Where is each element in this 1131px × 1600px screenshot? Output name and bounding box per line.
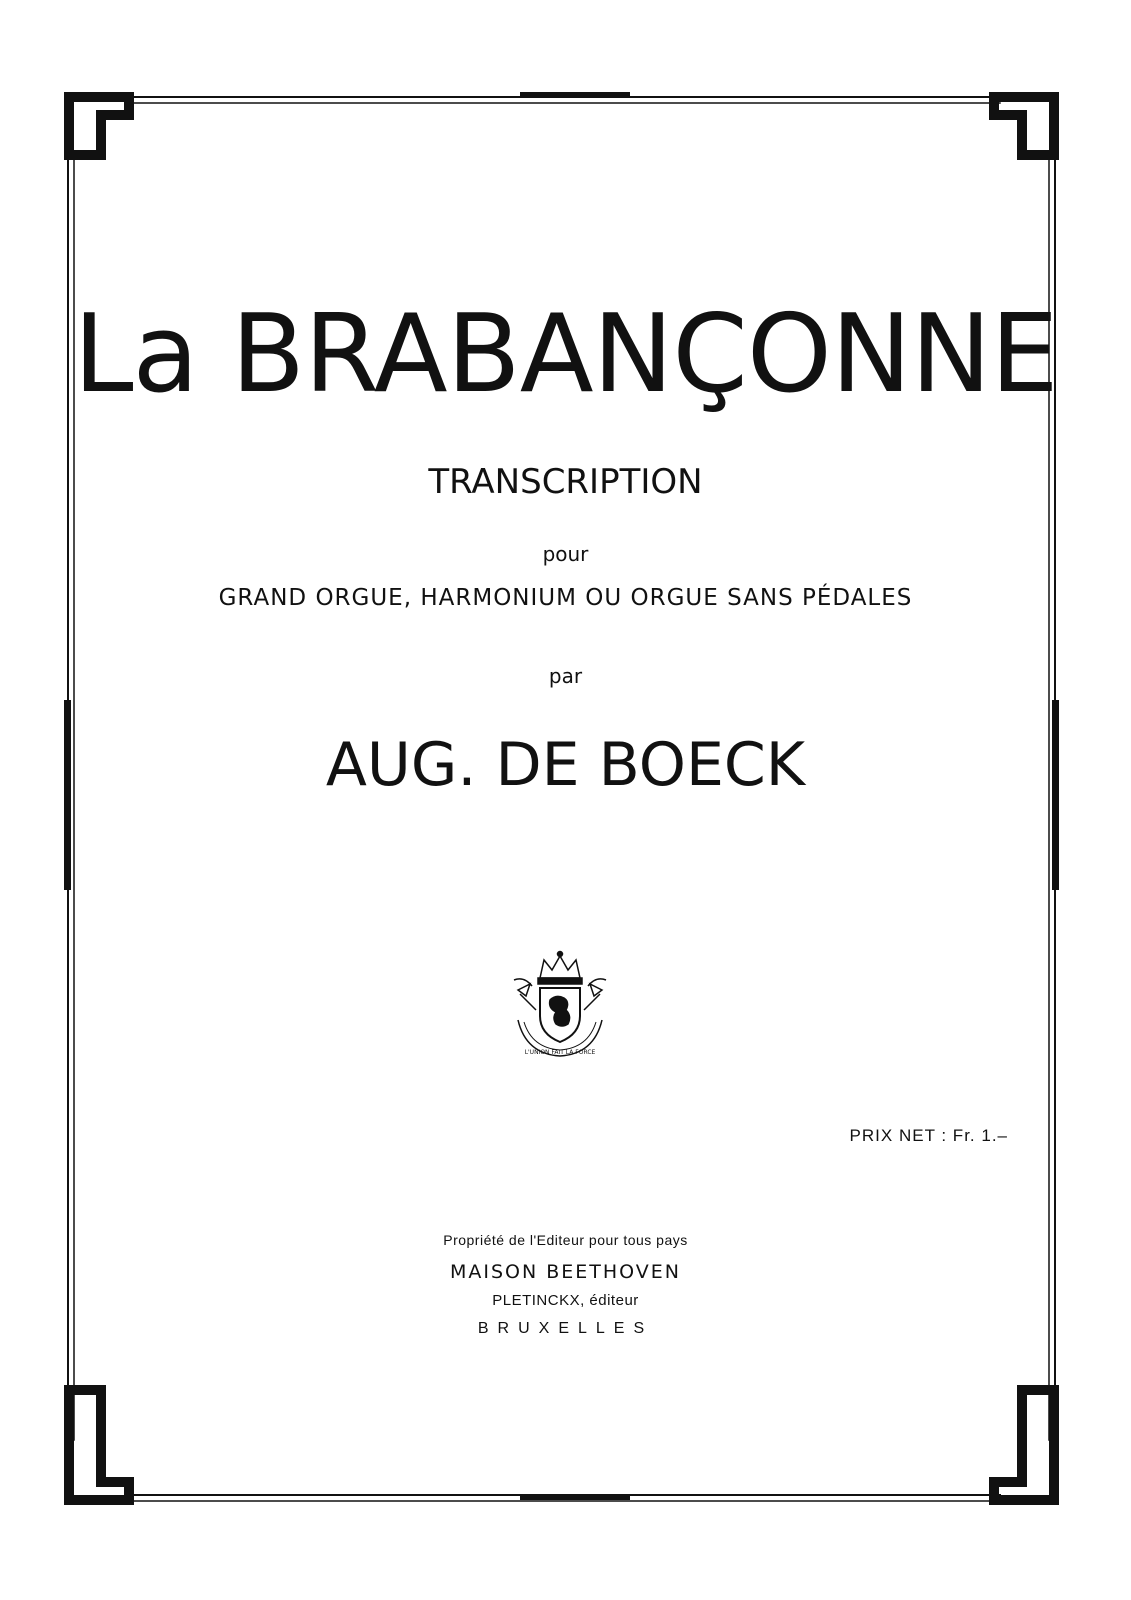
svg-text:L'UNION FAIT LA FORCE: L'UNION FAIT LA FORCE [524,1049,596,1056]
price-label: PRIX NET : Fr. 1.– [849,1126,1008,1145]
publisher-house: MAISON BEETHOVEN [449,1261,682,1283]
publisher-city: BRUXELLES [477,1320,654,1337]
property-notice: Propriété de l'Editeur pour tous pays [443,1232,688,1248]
coat-of-arms-emblem [506,950,614,1060]
cover-subtitle: TRANSCRIPTION [428,462,703,502]
cover-author: AUG. DE BOECK [325,730,806,800]
publisher-editor: PLETINCKX, éditeur [492,1292,639,1309]
cover-par: par [548,664,583,688]
cover-pour: pour [542,542,589,566]
cover-title: La BRABANÇONNE [73,292,1058,417]
cover-instruments: GRAND ORGUE, HARMONIUM OU ORGUE SANS PÉDALES [218,585,913,611]
